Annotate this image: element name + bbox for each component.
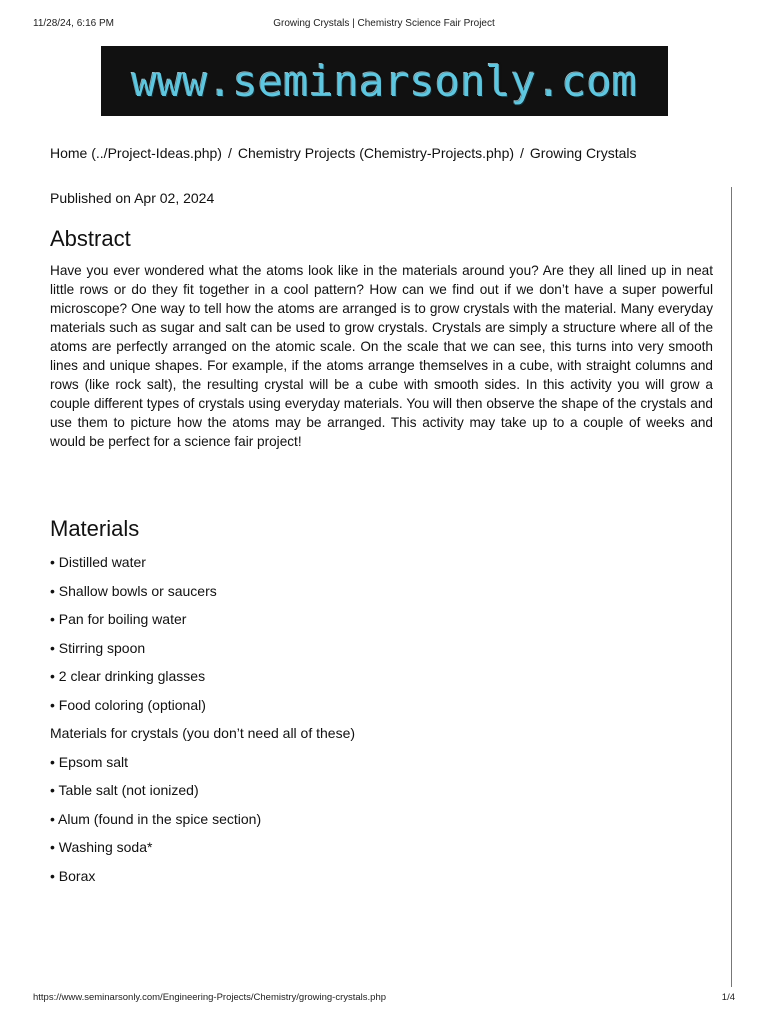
list-item: • Distilled water — [50, 554, 146, 570]
list-item: • Food coloring (optional) — [50, 696, 206, 713]
breadcrumb-separator: / — [520, 145, 524, 161]
abstract-heading: Abstract — [50, 226, 131, 251]
list-item: • Borax — [50, 867, 96, 884]
published-date: Published on Apr 02, 2024 — [50, 190, 215, 206]
print-datetime: 11/28/24, 6:16 PM — [33, 18, 114, 29]
list-item: • Alum (found in the spice section) — [50, 810, 262, 827]
list-item: • Table salt (not ionized) — [50, 782, 199, 798]
list-subheading: Materials for crystals (you don’t need all of these) — [50, 725, 356, 741]
print-page-title: Growing Crystals | Chemistry Science Fair Project — [273, 18, 495, 29]
materials-list — [50, 554, 355, 896]
list-item: • Pan for boiling water — [50, 611, 187, 627]
list-item: • Epsom salt — [50, 753, 129, 770]
list-item: • Stirring spoon — [50, 639, 146, 656]
list-item: • 2 clear drinking glasses — [50, 668, 206, 684]
site-banner-logo[interactable] — [101, 46, 668, 116]
abstract-paragraph: Have you ever wondered what the atoms look like in the materials around you? Are they all lined up in neat little rows or do they fit together in a cool pattern? How can we find out if we don’t have a super powerful microscope? One way to tell how the atoms are arranged is to grow crystals with the material. Many everyday materials such as sugar and salt can be used to grow crystals. Crystals are simply a structure where all of the atoms are perfectly arranged on the atomic scale. On the scale that we can see, this turns into very smooth lines and unique shapes. For example, if the atoms arrange themselves in a cube, with straight columns and rows (like rock salt), the resulting crystal will be a cube with smooth sides. In this activity you will grow a couple different types of crystals using everyday materials. You will then observe the shape of the crystals and use them to picture how the atoms may be arranged. This activity may take up to a couple of weeks and would be perfect for a science fair project! — [50, 263, 713, 449]
print-footer-url: https://www.seminarsonly.com/Engineering-Projects/Chemistry/growing-crystals.php — [33, 992, 387, 1003]
banner-text: www.seminarsonly.com — [131, 56, 638, 106]
breadcrumb-home-link[interactable]: Home (../Project-Ideas.php) — [50, 145, 222, 161]
list-item: • Shallow bowls or saucers — [50, 582, 217, 599]
breadcrumb-separator: / — [227, 145, 232, 161]
right-border-divider — [731, 187, 732, 987]
breadcrumb-current: Growing Crystals — [529, 145, 637, 161]
breadcrumb-category-link[interactable]: Chemistry Projects (Chemistry-Projects.php) — [237, 145, 515, 161]
print-page-number: 1/4 — [721, 992, 735, 1003]
breadcrumb — [50, 145, 637, 161]
list-item: • Washing soda* — [50, 839, 153, 855]
materials-heading: Materials — [50, 516, 140, 541]
